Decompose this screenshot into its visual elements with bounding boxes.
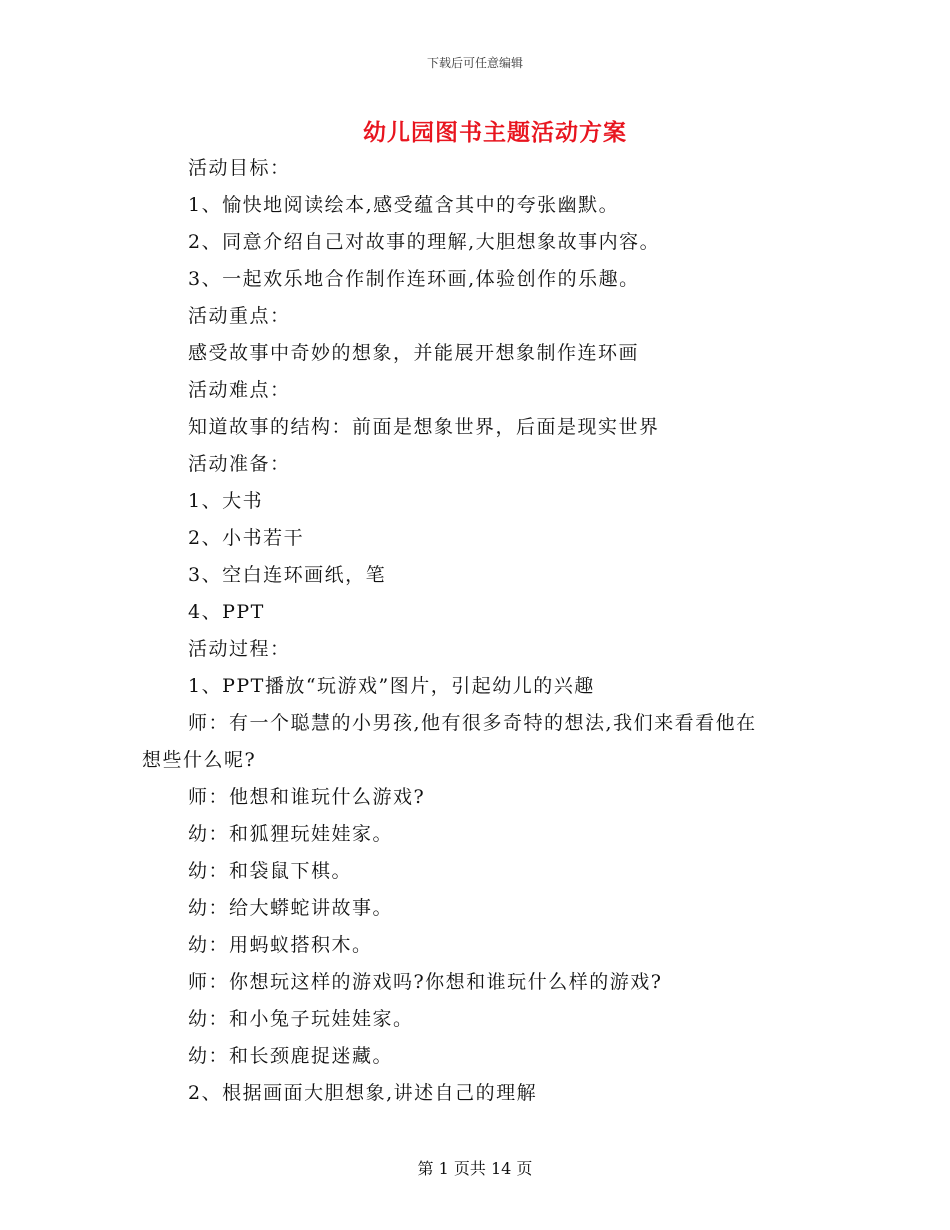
body-line: 想些什么呢?: [142, 749, 257, 771]
body-line: 幼：和小兔子玩娃娃家。: [188, 1008, 414, 1030]
body-line: 3、空白连环画纸，笔: [188, 564, 387, 586]
body-line: 幼：用蚂蚁搭积木。: [188, 934, 373, 956]
body-line: 活动过程：: [188, 638, 291, 660]
page-header-note: 下载后可任意编辑: [426, 56, 523, 70]
body-line: 2、小书若干: [188, 527, 305, 549]
body-line: 师：他想和谁玩什么游戏?: [188, 786, 426, 808]
body-line: 1、大书: [188, 490, 264, 512]
body-line: 1、PPT播放“玩游戏”图片，引起幼儿的兴趣: [188, 675, 595, 697]
body-line: 幼：和长颈鹿捉迷藏。: [188, 1045, 394, 1067]
body-line: 活动准备：: [188, 453, 291, 475]
document-title: 幼儿园图书主题活动方案: [363, 119, 627, 146]
body-line: 2、根据画面大胆想象,讲述自己的理解: [188, 1082, 538, 1104]
body-line: 活动重点：: [188, 305, 291, 327]
body-line: 活动难点：: [188, 379, 291, 401]
page-footer: 第 1 页共 14 页: [417, 1159, 533, 1178]
body-line: 活动目标：: [188, 157, 291, 179]
body-line: 幼：和狐狸玩娃娃家。: [188, 823, 394, 845]
body-line: 感受故事中奇妙的想象，并能展开想象制作连环画: [188, 342, 640, 364]
body-line: 3、一起欢乐地合作制作连环画,体验创作的乐趣。: [188, 268, 640, 290]
body-line: 2、同意介绍自己对故事的理解,大胆想象故事内容。: [188, 231, 661, 253]
body-line: 师：你想玩这样的游戏吗?你想和谁玩什么样的游戏?: [188, 971, 663, 993]
body-line: 幼：给大蟒蛇讲故事。: [188, 897, 394, 919]
body-line: 师：有一个聪慧的小男孩,他有很多奇特的想法,我们来看看他在: [188, 712, 757, 734]
body-line: 幼：和袋鼠下棋。: [188, 860, 353, 882]
body-line: 1、愉快地阅读绘本,感受蕴含其中的夸张幽默。: [188, 194, 620, 216]
document-body: [142, 150, 812, 1112]
body-line: 知道故事的结构：前面是想象世界，后面是现实世界: [188, 416, 660, 438]
body-line: 4、PPT: [188, 601, 265, 623]
